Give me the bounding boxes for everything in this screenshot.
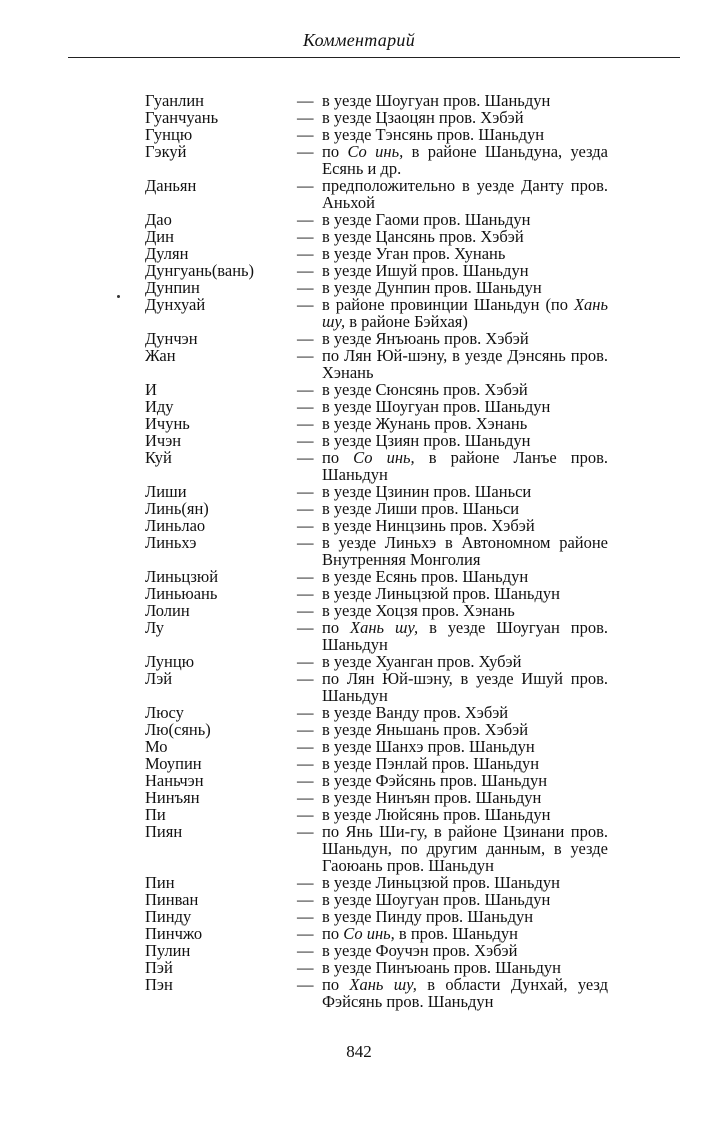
entry-dash: — [297, 584, 314, 603]
entry-term: Пинчжо [145, 924, 203, 943]
entry-dash: — [297, 414, 314, 433]
entry-definition [322, 381, 608, 398]
entry-term: Люсу [145, 703, 184, 722]
entry-term: Пинван [145, 890, 199, 909]
entry-term: Наньчэн [145, 771, 204, 790]
definition-segment: в уезде Цансянь пров. Хэбэй [322, 227, 524, 246]
entry-term: Дунгуань(вань) [145, 261, 255, 280]
entry-definition [322, 517, 608, 534]
entry-definition [322, 619, 608, 653]
glossary-entry [0, 738, 718, 755]
definition-italic-segment: Хань шу, [350, 618, 419, 637]
definition-segment: в районе Ланъе пров. Шаньдун [322, 448, 608, 484]
entry-dash: — [297, 958, 314, 977]
definition-segment: в уезде Дунпин пров. Шаньдун [322, 278, 542, 297]
definition-segment: по Лян Юй-шэну, в уезде Дэнсянь пров. Хэнань [322, 346, 608, 382]
glossary-entry [0, 228, 718, 245]
entry-definition [322, 211, 608, 228]
glossary-entry [0, 653, 718, 670]
entry-dash: — [297, 431, 314, 450]
entry-dash: — [297, 788, 314, 807]
definition-segment: в уезде Шоугуан пров. Шаньдун [322, 91, 551, 110]
entry-dash: — [297, 941, 314, 960]
glossary-entry [0, 381, 718, 398]
entry-dash: — [297, 771, 314, 790]
entry-definition [322, 755, 608, 772]
entry-term: Лиши [145, 482, 187, 501]
glossary-entry [0, 143, 718, 177]
glossary-entry [0, 279, 718, 296]
definition-segment: в области Дунхай, уезд Фэйсянь пров. Шаньдун [322, 975, 608, 1011]
entry-definition [322, 347, 608, 381]
entry-dash: — [297, 669, 314, 688]
glossary-entry [0, 330, 718, 347]
entry-definition [322, 925, 608, 942]
entry-term: Дао [145, 210, 172, 229]
definition-segment: в уезде Нинцзинь пров. Хэбэй [322, 516, 535, 535]
glossary-entry [0, 262, 718, 279]
entry-definition [322, 823, 608, 874]
entry-term: Дулян [145, 244, 189, 263]
entry-definition [322, 330, 608, 347]
entry-dash: — [297, 652, 314, 671]
entry-term: Мо [145, 737, 168, 756]
entry-dash: — [297, 278, 314, 297]
glossary-entry [0, 296, 718, 330]
entry-dash: — [297, 176, 314, 195]
entry-definition [322, 942, 608, 959]
entry-definition [322, 228, 608, 245]
entry-dash: — [297, 227, 314, 246]
definition-segment: в уезде Пинъюань пров. Шаньдун [322, 958, 561, 977]
entry-dash: — [297, 210, 314, 229]
entry-definition [322, 976, 608, 1010]
glossary-entry [0, 806, 718, 823]
entry-dash: — [297, 754, 314, 773]
entry-dash: — [297, 720, 314, 739]
entry-term: Пинду [145, 907, 192, 926]
entry-term: Линьцзюй [145, 567, 219, 586]
glossary-entry [0, 347, 718, 381]
definition-segment: в уезде Линьхэ в Автономном районе Внутренняя Монголия [322, 533, 608, 569]
entry-dash: — [297, 499, 314, 518]
entry-definition [322, 806, 608, 823]
glossary-entry [0, 534, 718, 568]
stray-ink-mark [117, 295, 120, 298]
glossary-entry [0, 823, 718, 874]
entry-dash: — [297, 261, 314, 280]
entry-dash: — [297, 890, 314, 909]
definition-segment: в уезде Хоцзя пров. Хэнань [322, 601, 515, 620]
entry-term: Дунпин [145, 278, 200, 297]
page-number: 842 [346, 1042, 372, 1061]
entry-dash: — [297, 397, 314, 416]
entry-dash: — [297, 346, 314, 365]
entry-definition [322, 670, 608, 704]
entry-dash: — [297, 975, 314, 994]
glossary-entry [0, 398, 718, 415]
entry-term: Линьюань [145, 584, 218, 603]
definition-segment: в пров. Шаньдун [394, 924, 518, 943]
entry-dash: — [297, 244, 314, 263]
entry-term: Нинъян [145, 788, 200, 807]
entry-term: И [145, 380, 157, 399]
definition-segment: в уезде Цзаоцян пров. Хэбэй [322, 108, 524, 127]
entry-dash: — [297, 329, 314, 348]
definition-italic-segment: Со инь, [353, 448, 415, 467]
entry-dash: — [297, 108, 314, 127]
glossary-entry [0, 670, 718, 704]
entry-dash: — [297, 805, 314, 824]
entry-dash: — [297, 533, 314, 552]
entry-definition [322, 177, 608, 211]
glossary-entry [0, 585, 718, 602]
glossary-entry [0, 92, 718, 109]
definition-segment: в уезде Пэнлай пров. Шаньдун [322, 754, 540, 773]
entry-term: Моупин [145, 754, 202, 773]
definition-segment: в уезде Люйсянь пров. Шаньдун [322, 805, 551, 824]
definition-segment: в уезде Лиши пров. Шаньси [322, 499, 520, 518]
definition-segment: в уезде Нинъян пров. Шаньдун [322, 788, 542, 807]
entry-definition [322, 908, 608, 925]
entry-term: Лю(сянь) [145, 720, 211, 739]
entry-term: Лу [145, 618, 165, 637]
definition-segment: в районе Шаньдуна, уезда Есянь и др. [322, 142, 608, 178]
glossary-entry [0, 976, 718, 1010]
entry-dash: — [297, 601, 314, 620]
entry-term: Линьхэ [145, 533, 197, 552]
definition-segment: в уезде Линьцзюй пров. Шаньдун [322, 584, 560, 603]
entry-term: Лунцю [145, 652, 195, 671]
entry-definition [322, 959, 608, 976]
glossary-entry [0, 449, 718, 483]
entry-term: Ичунь [145, 414, 190, 433]
entry-dash: — [297, 142, 314, 161]
entry-definition [322, 432, 608, 449]
definition-segment: в уезде Уган пров. Хунань [322, 244, 506, 263]
entry-definition [322, 585, 608, 602]
entry-definition [322, 296, 608, 330]
entry-term: Гэкуй [145, 142, 187, 161]
entry-term: Иду [145, 397, 174, 416]
definition-segment: в уезде Шоугуан пров. Шаньдун [322, 618, 608, 654]
definition-segment: в уезде Шоугуан пров. Шаньдун [322, 397, 551, 416]
entry-dash: — [297, 924, 314, 943]
definition-segment: по [322, 142, 348, 161]
definition-segment: в уезде Линьцзюй пров. Шаньдун [322, 873, 560, 892]
definition-segment: в уезде Шоугуан пров. Шаньдун [322, 890, 551, 909]
entry-dash: — [297, 873, 314, 892]
definition-segment: в уезде Тэнсянь пров. Шаньдун [322, 125, 545, 144]
entry-term: Пин [145, 873, 175, 892]
entry-definition [322, 109, 608, 126]
entry-term: Гуанлин [145, 91, 204, 110]
entry-dash: — [297, 618, 314, 637]
entry-term: Жан [145, 346, 176, 365]
entry-definition [322, 534, 608, 568]
glossary-entry [0, 874, 718, 891]
definition-segment: в уезде Шанхэ пров. Шаньдун [322, 737, 535, 756]
entry-term: Линь(ян) [145, 499, 209, 518]
definition-segment: по Янь Ши-гу, в районе Цзинани пров. Шаньдун, по другим данным, в уезде Гаоюань пров. Шаньдун [322, 822, 608, 875]
entry-term: Дунчэн [145, 329, 198, 348]
definition-segment: в районе провинции Шаньдун (по [322, 295, 574, 314]
entry-definition [322, 602, 608, 619]
entry-dash: — [297, 482, 314, 501]
glossary-list [0, 92, 718, 1010]
entry-term: Пиян [145, 822, 183, 841]
definition-segment: в уезде Ишуй пров. Шаньдун [322, 261, 529, 280]
entry-definition [322, 92, 608, 109]
entry-dash: — [297, 567, 314, 586]
entry-definition [322, 449, 608, 483]
entry-definition [322, 738, 608, 755]
definition-segment: в уезде Ванду пров. Хэбэй [322, 703, 509, 722]
entry-dash: — [297, 448, 314, 467]
definition-segment: предположительно в уезде Данту пров. Аньхой [322, 176, 608, 212]
entry-dash: — [297, 91, 314, 110]
entry-definition [322, 772, 608, 789]
entry-dash: — [297, 737, 314, 756]
glossary-entry [0, 755, 718, 772]
entry-dash: — [297, 380, 314, 399]
glossary-entry [0, 568, 718, 585]
definition-segment: по [322, 924, 344, 943]
entry-dash: — [297, 125, 314, 144]
definition-segment: в уезде Пинду пров. Шаньдун [322, 907, 534, 926]
glossary-entry [0, 211, 718, 228]
entry-dash: — [297, 703, 314, 722]
entry-term: Куй [145, 448, 172, 467]
glossary-entry [0, 126, 718, 143]
definition-segment: в уезде Фоучэн пров. Хэбэй [322, 941, 518, 960]
definition-segment: в уезде Яньшань пров. Хэбэй [322, 720, 529, 739]
entry-term: Пэй [145, 958, 173, 977]
entry-term: Пэн [145, 975, 173, 994]
definition-segment: по [322, 618, 351, 637]
entry-definition [322, 279, 608, 296]
definition-segment: в уезде Жунань пров. Хэнань [322, 414, 528, 433]
glossary-entry [0, 721, 718, 738]
entry-definition [322, 500, 608, 517]
glossary-entry [0, 959, 718, 976]
entry-term: Дин [145, 227, 174, 246]
entry-definition [322, 568, 608, 585]
entry-term: Даньян [145, 176, 197, 195]
glossary-entry [0, 925, 718, 942]
definition-italic-segment: Хань шу, [322, 295, 608, 331]
definition-segment: в уезде Цзинин пров. Шаньси [322, 482, 532, 501]
running-header-title: Комментарий [303, 30, 415, 50]
entry-definition [322, 704, 608, 721]
definition-segment: по [322, 975, 350, 994]
definition-segment: по Лян Юй-шэну, в уезде Ишуй пров. Шаньдун [322, 669, 608, 705]
glossary-entry [0, 415, 718, 432]
glossary-entry [0, 772, 718, 789]
entry-term: Пи [145, 805, 166, 824]
entry-term: Дунхуай [145, 295, 206, 314]
entry-definition [322, 721, 608, 738]
definition-segment: в уезде Цзиян пров. Шаньдун [322, 431, 531, 450]
entry-dash: — [297, 295, 314, 314]
glossary-entry [0, 245, 718, 262]
definition-segment: в уезде Гаоми пров. Шаньдун [322, 210, 531, 229]
entry-definition [322, 143, 608, 177]
glossary-entry [0, 432, 718, 449]
glossary-entry [0, 704, 718, 721]
entry-term: Гунцю [145, 125, 193, 144]
glossary-entry [0, 602, 718, 619]
entry-term: Пулин [145, 941, 191, 960]
entry-term: Лэй [145, 669, 173, 688]
glossary-entry [0, 619, 718, 653]
entry-definition [322, 415, 608, 432]
definition-italic-segment: Со инь, [347, 142, 404, 161]
header-rule [68, 57, 680, 58]
entry-dash: — [297, 822, 314, 841]
glossary-entry [0, 789, 718, 806]
entry-definition [322, 789, 608, 806]
definition-segment: в уезде Хуанган пров. Хубэй [322, 652, 522, 671]
glossary-entry [0, 942, 718, 959]
definition-segment: по [322, 448, 354, 467]
entry-term: Линьлао [145, 516, 206, 535]
glossary-entry [0, 177, 718, 211]
definition-segment: в уезде Фэйсянь пров. Шаньдун [322, 771, 548, 790]
entry-term: Лолин [145, 601, 190, 620]
entry-term: Гуанчуань [145, 108, 219, 127]
entry-definition [322, 245, 608, 262]
entry-definition [322, 653, 608, 670]
entry-term: Ичэн [145, 431, 182, 450]
definition-italic-segment: Со инь, [343, 924, 395, 943]
glossary-entry [0, 109, 718, 126]
definition-italic-segment: Хань шу, [349, 975, 417, 994]
glossary-entry [0, 500, 718, 517]
entry-dash: — [297, 516, 314, 535]
entry-definition [322, 483, 608, 500]
glossary-entry [0, 891, 718, 908]
entry-definition [322, 126, 608, 143]
glossary-entry [0, 908, 718, 925]
definition-segment: в районе Бэйхая) [345, 312, 468, 331]
definition-segment: в уезде Янъюань пров. Хэбэй [322, 329, 529, 348]
definition-segment: в уезде Есянь пров. Шаньдун [322, 567, 529, 586]
entry-dash: — [297, 907, 314, 926]
entry-definition [322, 398, 608, 415]
entry-definition [322, 262, 608, 279]
glossary-entry [0, 483, 718, 500]
glossary-entry [0, 517, 718, 534]
entry-definition [322, 891, 608, 908]
definition-segment: в уезде Сюнсянь пров. Хэбэй [322, 380, 528, 399]
entry-definition [322, 874, 608, 891]
